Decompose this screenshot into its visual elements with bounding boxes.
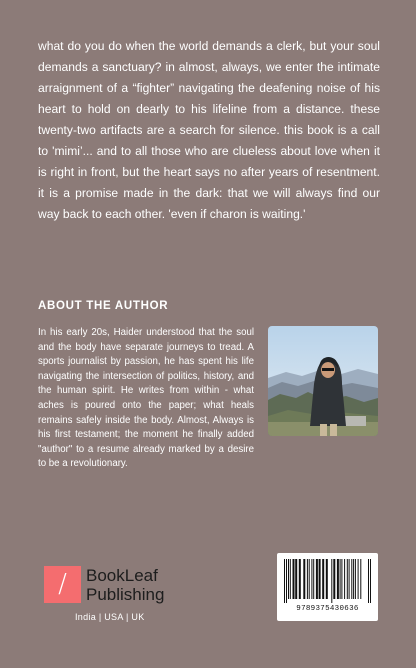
barcode-bar bbox=[309, 559, 310, 599]
isbn-barcode bbox=[277, 553, 378, 621]
logo-slash-icon: / bbox=[58, 569, 67, 599]
barcode-bar bbox=[284, 559, 285, 603]
barcode-bar bbox=[333, 559, 335, 599]
barcode-bar bbox=[340, 559, 341, 599]
barcode-bar bbox=[351, 559, 352, 599]
barcode-bar bbox=[337, 559, 339, 599]
barcode-bar bbox=[303, 559, 305, 599]
barcode-bar bbox=[286, 559, 287, 603]
barcode-bar bbox=[326, 559, 328, 599]
publisher-name-line1: BookLeaf bbox=[86, 566, 158, 585]
about-author-heading: ABOUT THE AUTHOR bbox=[38, 300, 169, 312]
author-photo bbox=[268, 326, 378, 436]
barcode-bar bbox=[293, 559, 295, 599]
barcode-bar bbox=[319, 559, 321, 599]
barcode-bars bbox=[283, 559, 372, 603]
barcode-bar bbox=[347, 559, 348, 599]
publisher-regions: India | USA | UK bbox=[75, 612, 145, 622]
barcode-bar bbox=[370, 559, 371, 603]
barcode-bar bbox=[331, 559, 332, 603]
barcode-bar bbox=[316, 559, 318, 599]
barcode-bar bbox=[353, 559, 354, 599]
barcode-bar bbox=[322, 559, 324, 599]
barcode-bar bbox=[355, 559, 356, 599]
barcode-bar bbox=[360, 559, 361, 599]
barcode-bar bbox=[295, 559, 297, 599]
publisher-logo-mark bbox=[44, 566, 81, 603]
barcode-bar bbox=[288, 559, 289, 599]
barcode-bar bbox=[311, 559, 312, 599]
barcode-bar bbox=[290, 559, 291, 599]
book-blurb: what do you do when the world demands a clerk, but your soul demands a sanctuary? in almost, always, we enter the intimate arraignment of a “fighter” navigating the deafening noise of his heart to hold on dearly to his lifeline from a distance. these twenty-two artifacts are a search for silence. this book is a call to 'mimi’... and to all those who are clueless about love when it is right in front, but the heart says no after years of resentment. it is a promise made in the dark: that we will always find our way back to each other. 'even if charon is waiting.' bbox=[38, 39, 380, 221]
author-bio: In his early 20s, Haider understood that the soul and the body have separate journeys to tread. A sports journalist by passion, he has spent his life navigating the intersection of politics, history, and the human spirit. He writes from within - what aches is poured onto the paper; what heals remains safely inside the body. Almost, Always is his first testament; the moment he finally added "author" to a resume already marked by a desire to be a revolutionary. bbox=[38, 327, 254, 470]
isbn-number: 9789375430636 bbox=[296, 605, 359, 613]
barcode-bar bbox=[307, 559, 308, 599]
barcode-bar bbox=[299, 559, 301, 599]
publisher-name-line2: Publishing bbox=[86, 585, 165, 604]
barcode-bar bbox=[313, 559, 314, 599]
barcode-bar bbox=[341, 559, 342, 599]
barcode-bar bbox=[344, 559, 345, 599]
barcode-bar bbox=[358, 559, 359, 599]
barcode-bar bbox=[368, 559, 369, 603]
barcode-bar bbox=[349, 559, 350, 599]
